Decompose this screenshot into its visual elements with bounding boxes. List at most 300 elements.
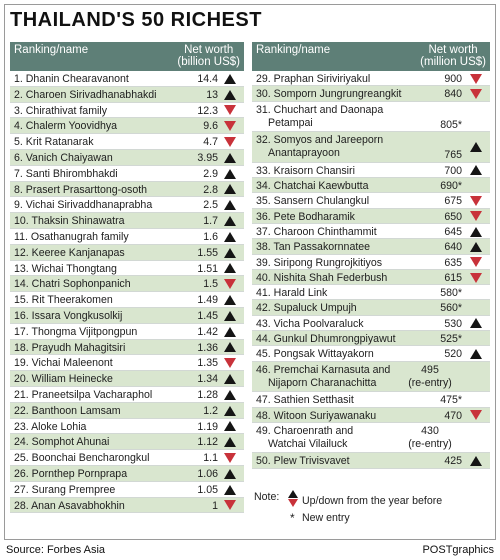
row-value: [444, 410, 462, 423]
row-value-text: 425: [444, 455, 462, 468]
row-name: [256, 394, 440, 407]
table-row: [10, 434, 244, 450]
down-arrow-icon: [224, 500, 236, 510]
row-name: [14, 105, 194, 118]
row-value: [203, 136, 218, 149]
left-table: [10, 42, 244, 513]
row-name: [14, 310, 194, 323]
row-name: [14, 389, 194, 402]
row-value: [212, 500, 218, 513]
row-value: [444, 211, 462, 224]
row-value-text: 1.6: [203, 230, 218, 243]
table-row: [252, 362, 490, 393]
row-name: [256, 165, 440, 178]
row-name-line: 15. Rit Theerakomen: [14, 294, 113, 307]
row-value-text: 1.34: [197, 373, 218, 386]
table-row: [252, 209, 490, 224]
row-name-line: 50. Plew Trivisvavet: [256, 455, 350, 468]
row-value: [444, 318, 462, 331]
row-name-line: 16. Issara Vongkusolkij: [14, 309, 123, 322]
row-value: [440, 333, 462, 346]
row-value: [197, 73, 218, 86]
row-name-line: 28. Anan Asavabhokhin: [14, 499, 125, 512]
row-name: [14, 326, 194, 339]
up-arrow-icon: [224, 374, 236, 384]
table-row: [252, 453, 490, 468]
left-header-value-line1: Net worth: [184, 44, 234, 56]
row-value: [197, 247, 218, 260]
right-header-value: [420, 44, 486, 68]
table-row: [10, 134, 244, 150]
row-name: [14, 278, 194, 291]
up-arrow-icon: [224, 485, 236, 495]
row-name: [14, 73, 194, 86]
up-arrow-icon: [288, 490, 298, 498]
table-row: [252, 408, 490, 423]
row-value: [197, 357, 218, 370]
row-value-note: (re-entry): [408, 437, 452, 450]
up-arrow-icon: [224, 263, 236, 273]
table-row: [252, 331, 490, 346]
row-value-text: 1.36: [197, 341, 218, 354]
row-name-line: 40. Nishita Shah Federbush: [256, 271, 388, 284]
row-name-line: 34. Chatchai Kaewbutta: [256, 180, 369, 193]
row-value: [444, 165, 462, 178]
row-value-text: 1.06: [197, 467, 218, 480]
row-name: [256, 134, 440, 160]
up-arrow-icon: [224, 295, 236, 305]
row-value: [197, 373, 218, 386]
row-value-text: 495: [421, 363, 439, 376]
row-name: [256, 241, 440, 254]
table-row: [252, 255, 490, 270]
up-arrow-icon: [470, 165, 482, 175]
row-value: [203, 405, 218, 418]
row-name-line: 48. Witoon Suriyawanaku: [256, 409, 377, 422]
row-value-text: 530: [444, 317, 462, 330]
row-name: [14, 184, 194, 197]
row-value: [444, 149, 462, 162]
row-name-line: 44. Gunkul Dhumrongpiyawut: [256, 333, 396, 346]
table-row: [252, 163, 490, 178]
table-row: [10, 371, 244, 387]
row-name: [14, 231, 194, 244]
row-value-text: 525*: [440, 333, 462, 346]
row-name: [14, 294, 194, 307]
row-name-line: 5. Krit Ratanarak: [14, 136, 94, 149]
table-row: [10, 450, 244, 466]
down-arrow-icon: [224, 105, 236, 115]
row-name-line: 42. Supaluck Umpujh: [256, 302, 357, 315]
table-row: [252, 392, 490, 407]
left-table-rows: [10, 71, 244, 513]
row-value-text: 2.8: [203, 183, 218, 196]
row-value-text: 900: [444, 73, 462, 85]
legend-note: [252, 489, 490, 533]
row-value: [440, 302, 462, 315]
row-value: [398, 425, 462, 451]
row-value-text: 470: [444, 409, 462, 422]
row-name: [14, 373, 194, 386]
row-name-line: 38. Tan Passakornnatee: [256, 241, 371, 254]
row-value-text: 2.9: [203, 167, 218, 180]
brand-credit: POSTgraphics: [422, 544, 494, 556]
row-value-text: 9.6: [203, 120, 218, 133]
legend-new-entry-text: New entry: [302, 512, 350, 524]
row-name-line: 10. Thaksin Shinawatra: [14, 215, 125, 228]
row-name-line: 23. Aloke Lohia: [14, 420, 87, 433]
up-arrow-icon: [224, 153, 236, 163]
right-header-value-line2: (million US$): [420, 56, 486, 68]
row-name-line: 37. Charoon Chinthammit: [256, 225, 377, 238]
row-value: [444, 272, 462, 285]
right-table-header: [252, 42, 490, 71]
table-row: [252, 224, 490, 239]
left-header-name: Ranking/name: [14, 44, 89, 56]
table-row: [10, 482, 244, 498]
row-value-text: 635: [444, 256, 462, 269]
right-table-rows: [252, 71, 490, 469]
row-name: [256, 257, 440, 270]
row-value: [206, 89, 218, 102]
row-value-text: 700: [444, 164, 462, 177]
row-value-text: 640: [444, 241, 462, 254]
up-arrow-icon: [224, 184, 236, 194]
table-row: [10, 276, 244, 292]
row-value-text: 690*: [440, 180, 462, 193]
up-arrow-icon: [470, 242, 482, 252]
row-value-text: 805*: [440, 118, 462, 131]
table-row: [10, 466, 244, 482]
row-value-text: 1.42: [197, 325, 218, 338]
row-name-line: 4. Chalerm Yoovidhya: [14, 120, 118, 133]
row-name: [256, 348, 440, 361]
row-value-text: 2.5: [203, 199, 218, 212]
up-arrow-icon: [224, 406, 236, 416]
row-name-line: 9. Vichai Sirivaddhanaprabha: [14, 199, 153, 212]
row-value-text: 1.7: [203, 215, 218, 228]
up-arrow-icon: [224, 216, 236, 226]
row-name-line: 6. Vanich Chaiyawan: [14, 151, 113, 164]
row-value: [203, 231, 218, 244]
row-value-text: 1: [212, 499, 218, 512]
row-value-text: 1.49: [197, 294, 218, 307]
row-value-text: 1.45: [197, 309, 218, 322]
down-arrow-icon: [288, 499, 298, 507]
row-name-line: 2. Charoen Sirivadhanabhakdi: [14, 88, 157, 101]
row-name-line: 49. Charoenrath and: [256, 424, 354, 437]
down-arrow-icon: [470, 211, 482, 221]
row-name: [14, 436, 194, 449]
row-value-text: 645: [444, 225, 462, 238]
row-value-text: 1.05: [197, 483, 218, 496]
row-value: [197, 326, 218, 339]
row-value: [444, 226, 462, 239]
row-value: [197, 389, 218, 402]
down-arrow-icon: [224, 279, 236, 289]
row-name: [256, 104, 440, 130]
row-name-line: 1. Dhanin Chearavanont: [14, 73, 129, 85]
row-name: [256, 302, 440, 315]
up-arrow-icon: [224, 469, 236, 479]
row-name-line: 13. Wichai Thongtang: [14, 262, 117, 275]
row-name: [256, 211, 440, 224]
row-value: [203, 120, 218, 133]
row-name: [14, 452, 194, 465]
row-name-line: 3. Chirathivat family: [14, 104, 108, 117]
table-row: [252, 102, 490, 133]
table-row: [10, 308, 244, 324]
row-value-text: 765: [444, 149, 462, 162]
row-value: [444, 455, 462, 468]
row-value: [197, 468, 218, 481]
table-row: [10, 197, 244, 213]
table-row: [10, 387, 244, 403]
row-name: [14, 89, 194, 102]
down-arrow-icon: [224, 121, 236, 131]
down-arrow-icon: [470, 410, 482, 420]
table-row: [10, 340, 244, 356]
row-value: [444, 348, 462, 361]
row-name-line: 36. Pete Bodharamik: [256, 210, 355, 223]
chart-title: THAILAND'S 50 RICHEST: [10, 9, 262, 31]
row-name-line: 35. Sansern Chulangkul: [256, 195, 370, 208]
row-value: [440, 287, 462, 300]
row-name-line-2: Petampai: [268, 116, 313, 129]
row-name-line: 39. Siripong Rungrojkitiyos: [256, 256, 383, 269]
table-row: [252, 346, 490, 361]
star-icon: *: [290, 511, 295, 525]
row-name-line: 11. Osathanugrah family: [14, 230, 129, 243]
row-name: [14, 500, 194, 513]
row-name: [256, 333, 440, 346]
down-arrow-icon: [224, 137, 236, 147]
row-value-note: (re-entry): [408, 376, 452, 389]
row-value-text: 14.4: [197, 73, 218, 85]
row-name-line-2: Nijaporn Charanachitta: [268, 376, 377, 389]
row-name-line: 27. Surang Prempree: [14, 483, 116, 496]
up-arrow-icon: [470, 318, 482, 328]
row-value-text: 3.95: [197, 151, 218, 164]
row-name-line: 12. Keeree Kanjanapas: [14, 246, 125, 259]
row-name-line: 46. Premchai Karnasuta and: [256, 363, 391, 376]
row-name: [14, 168, 194, 181]
row-value-text: 12.3: [197, 104, 218, 117]
row-value: [203, 278, 218, 291]
row-name: [256, 318, 440, 331]
row-name: [256, 287, 440, 300]
row-name-line: 14. Chatri Sophonpanich: [14, 278, 131, 291]
row-value-text: 1.19: [197, 420, 218, 433]
left-header-value: [177, 44, 240, 68]
table-row: [10, 229, 244, 245]
table-row: [252, 178, 490, 193]
table-row: [10, 166, 244, 182]
row-value-text: 1.12: [197, 436, 218, 449]
row-value: [444, 195, 462, 208]
row-value: [197, 152, 218, 165]
row-name-line: 26. Pornthep Pornprapa: [14, 467, 128, 480]
row-name: [256, 180, 440, 193]
table-row: [252, 300, 490, 315]
row-value: [203, 199, 218, 212]
row-name: [256, 88, 440, 101]
row-value-text: 1.28: [197, 388, 218, 401]
row-name-line: 20. William Heinecke: [14, 373, 113, 386]
down-arrow-icon: [470, 196, 482, 206]
legend-updown-text: Up/down from the year before: [302, 495, 443, 507]
row-value: [197, 294, 218, 307]
row-name-line: 41. Harald Link: [256, 287, 328, 300]
down-arrow-icon: [470, 89, 482, 99]
row-name: [256, 272, 440, 285]
row-value: [444, 241, 462, 254]
row-name: [14, 484, 194, 497]
row-name: [256, 226, 440, 239]
up-arrow-icon: [224, 421, 236, 431]
right-header-value-line1: Net worth: [428, 44, 478, 56]
row-name-line: 21. Praneetsilpa Vacharaphol: [14, 388, 153, 401]
up-arrow-icon: [470, 227, 482, 237]
row-name: [14, 215, 194, 228]
table-row: [10, 355, 244, 371]
row-value: [398, 364, 462, 390]
table-row: [252, 239, 490, 254]
row-name-line: 24. Somphot Ahunai: [14, 436, 110, 449]
row-name: [14, 199, 194, 212]
table-row: [10, 498, 244, 514]
table-row: [252, 132, 490, 163]
note-label: Note:: [254, 491, 280, 503]
row-name: [14, 247, 194, 260]
row-value: [440, 119, 462, 132]
row-value-text: 1.51: [197, 262, 218, 275]
table-row: [10, 103, 244, 119]
row-value: [197, 342, 218, 355]
table-row: [252, 423, 490, 454]
row-value: [203, 168, 218, 181]
table-row: [10, 419, 244, 435]
row-value-text: 13: [206, 88, 218, 101]
row-name-line: 18. Prayudh Mahagitsiri: [14, 341, 126, 354]
row-name: [14, 357, 194, 370]
table-row: [10, 245, 244, 261]
row-name-line: 30. Somporn Jungrungreangkit: [256, 88, 402, 101]
row-value: [440, 394, 462, 407]
row-name: [14, 421, 194, 434]
row-value-text: 1.2: [203, 404, 218, 417]
row-name-line: 29. Praphan Siriviriyakul: [256, 73, 371, 85]
up-arrow-icon: [224, 390, 236, 400]
source-note: Source: Forbes Asia: [6, 544, 106, 556]
row-value-text: 675: [444, 195, 462, 208]
row-name: [256, 195, 440, 208]
row-value: [203, 215, 218, 228]
up-arrow-icon: [224, 232, 236, 242]
table-row: [10, 87, 244, 103]
up-arrow-icon: [224, 248, 236, 258]
table-row: [252, 316, 490, 331]
row-value: [197, 263, 218, 276]
row-name: [14, 263, 194, 276]
down-arrow-icon: [470, 257, 482, 267]
row-name: [14, 136, 194, 149]
row-value-text: 580*: [440, 287, 462, 300]
row-value: [444, 257, 462, 270]
up-arrow-icon: [224, 327, 236, 337]
row-value: [197, 484, 218, 497]
left-table-header: [10, 42, 244, 71]
up-arrow-icon: [224, 311, 236, 321]
row-value-text: 520: [444, 348, 462, 361]
table-row: [10, 403, 244, 419]
row-value-text: 650: [444, 210, 462, 223]
up-arrow-icon: [470, 142, 482, 152]
row-name-line: 7. Santi Bhirombhakdi: [14, 167, 118, 180]
right-table: [252, 42, 490, 469]
row-name: [14, 152, 194, 165]
table-row: [10, 71, 244, 87]
row-value-text: 615: [444, 271, 462, 284]
row-value: [197, 105, 218, 118]
row-name-line: 25. Boonchai Bencharongkul: [14, 452, 150, 465]
row-name-line: 22. Banthoon Lamsam: [14, 404, 121, 417]
table-row: [10, 292, 244, 308]
table-row: [10, 213, 244, 229]
table-row: [10, 261, 244, 277]
table-row: [252, 193, 490, 208]
up-arrow-icon: [470, 456, 482, 466]
up-arrow-icon: [224, 74, 236, 84]
row-name-line: 8. Prasert Prasarttong-osoth: [14, 183, 148, 196]
table-row: [252, 71, 490, 86]
up-arrow-icon: [224, 437, 236, 447]
table-row: [252, 270, 490, 285]
up-arrow-icon: [470, 349, 482, 359]
row-name-line-2: Watchai Vilailuck: [268, 437, 348, 450]
up-arrow-icon: [224, 342, 236, 352]
row-value-text: 1.35: [197, 357, 218, 370]
table-row: [252, 86, 490, 101]
row-value-text: 1.55: [197, 246, 218, 259]
row-value: [444, 73, 462, 86]
row-name-line: 45. Pongsak Wittayakorn: [256, 348, 374, 361]
down-arrow-icon: [470, 273, 482, 283]
row-name: [256, 455, 440, 468]
left-header-value-line2: (billion US$): [177, 56, 240, 68]
row-value: [203, 452, 218, 465]
row-value-text: 4.7: [203, 136, 218, 149]
table-row: [10, 182, 244, 198]
row-value-text: 1.5: [203, 278, 218, 291]
row-value: [197, 436, 218, 449]
row-name-line: 33. Kraisorn Chansiri: [256, 164, 355, 177]
row-value: [440, 180, 462, 193]
row-value: [197, 421, 218, 434]
row-name-line-2: Anantaprayoon: [268, 147, 340, 160]
table-row: [10, 324, 244, 340]
row-value-text: 840: [444, 88, 462, 101]
table-row: [10, 150, 244, 166]
row-name: [14, 468, 194, 481]
row-value: [203, 184, 218, 197]
row-name: [256, 410, 440, 423]
right-header-name: Ranking/name: [256, 44, 331, 56]
up-arrow-icon: [224, 169, 236, 179]
table-row: [10, 118, 244, 134]
row-name-line: 17. Thongma Vijitpongpun: [14, 325, 138, 338]
row-name: [14, 342, 194, 355]
